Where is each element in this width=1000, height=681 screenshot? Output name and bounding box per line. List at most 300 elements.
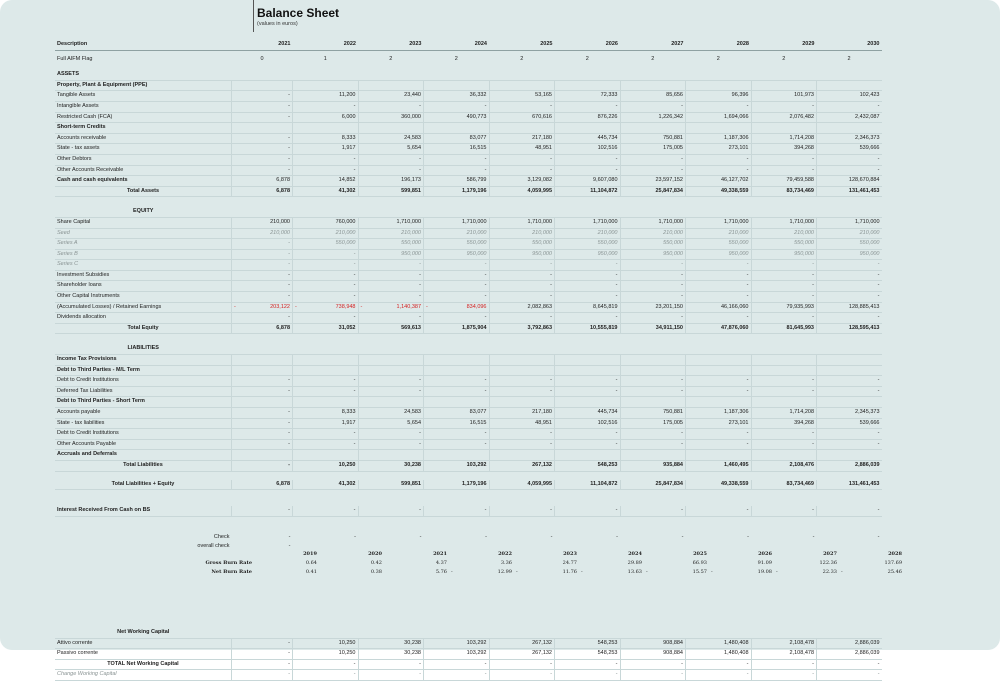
row-label[interactable]: Total Liabilities + Equity xyxy=(55,480,232,490)
burn-value[interactable] xyxy=(254,568,319,577)
cell-value[interactable] xyxy=(620,123,686,134)
cell-value[interactable] xyxy=(232,628,293,638)
cell-value[interactable]: 14,852 xyxy=(293,176,359,187)
cell-value[interactable]: 83,734,469 xyxy=(751,186,817,197)
row-label[interactable]: Series C xyxy=(55,260,232,271)
cell-value[interactable]: 10,555,819 xyxy=(555,323,621,334)
cell-value[interactable] xyxy=(232,365,293,376)
cell-value[interactable]: - xyxy=(358,659,424,670)
cell-value[interactable]: 1,710,000 xyxy=(424,217,490,228)
cell-value[interactable]: 10,250 xyxy=(293,460,359,471)
cell-value[interactable]: 2,108,478 xyxy=(751,638,817,649)
cell-value[interactable]: 217,180 xyxy=(489,133,555,144)
cell-value[interactable]: 102,423 xyxy=(817,91,882,102)
row-label[interactable]: Investment Subsidies xyxy=(55,270,232,281)
cell-value[interactable]: 750,881 xyxy=(620,408,686,419)
cell-value[interactable]: 102,516 xyxy=(555,144,621,155)
cell-value[interactable]: - xyxy=(358,281,424,292)
cell-value[interactable]: - xyxy=(620,506,686,516)
cell-value[interactable]: 548,253 xyxy=(555,638,621,649)
cell-value[interactable]: - xyxy=(620,165,686,176)
cell-value[interactable] xyxy=(489,70,555,80)
cell-value[interactable]: 1,710,000 xyxy=(555,217,621,228)
cell-value[interactable]: 83,077 xyxy=(424,133,490,144)
cell-value[interactable]: 548,253 xyxy=(555,460,621,471)
cell-value[interactable]: 908,884 xyxy=(620,649,686,660)
cell-value[interactable]: - xyxy=(620,659,686,670)
cell-value[interactable]: - xyxy=(751,154,817,165)
cell-value[interactable]: 569,613 xyxy=(358,323,424,334)
row-label[interactable]: Check xyxy=(213,533,230,540)
burn-value[interactable] xyxy=(839,568,904,577)
cell-value[interactable]: - xyxy=(489,101,555,112)
cell-value[interactable]: - xyxy=(232,112,293,123)
cell-value[interactable]: 103,292 xyxy=(424,649,490,660)
column-header-year[interactable]: 2028 xyxy=(686,40,752,50)
cell-value[interactable]: 103,292 xyxy=(424,638,490,649)
cell-value[interactable]: 950,000 xyxy=(358,249,424,260)
cell-value[interactable]: - xyxy=(232,313,293,324)
cell-value[interactable] xyxy=(620,450,686,461)
cell-value[interactable] xyxy=(358,365,424,376)
cell-value[interactable]: 11,104,872 xyxy=(555,186,621,197)
cell-value[interactable]: 175,005 xyxy=(620,418,686,429)
cell-value[interactable] xyxy=(817,397,882,408)
cell-value[interactable]: - xyxy=(424,270,490,281)
cell-value[interactable]: 950,000 xyxy=(686,249,752,260)
cell-value[interactable] xyxy=(489,450,555,461)
cell-value[interactable]: - xyxy=(232,133,293,144)
cell-value[interactable] xyxy=(620,355,686,366)
cell-value[interactable]: 1,710,000 xyxy=(686,217,752,228)
cell-value[interactable]: - xyxy=(751,101,817,112)
cell-value[interactable]: - xyxy=(293,670,359,681)
cell-value[interactable]: 4,059,995 xyxy=(489,480,555,490)
cell-value[interactable]: - xyxy=(293,165,359,176)
row-label[interactable]: Dividends allocation xyxy=(55,313,232,324)
cell-value[interactable]: - xyxy=(358,670,424,681)
cell-value[interactable]: - xyxy=(620,439,686,450)
cell-value[interactable]: 210,000 xyxy=(489,228,555,239)
cell-value[interactable]: 53,165 xyxy=(489,91,555,102)
cell-value[interactable]: - xyxy=(686,376,752,387)
burn-value[interactable] xyxy=(774,568,839,577)
row-label[interactable]: ASSETS xyxy=(55,70,232,80)
cell-value[interactable]: 539,666 xyxy=(817,144,882,155)
burn-value[interactable] xyxy=(319,568,384,577)
cell-value[interactable]: - xyxy=(293,439,359,450)
cell-value[interactable]: - xyxy=(424,165,490,176)
cell-value[interactable] xyxy=(424,80,490,91)
row-label[interactable]: Accruals and Deferrals xyxy=(55,450,232,461)
row-label[interactable]: State - tax liabilities xyxy=(55,418,232,429)
cell-value[interactable]: 950,000 xyxy=(620,249,686,260)
cell-value[interactable] xyxy=(424,365,490,376)
cell-value[interactable]: - xyxy=(817,270,882,281)
row-label[interactable]: Share Capital xyxy=(55,217,232,228)
row-label[interactable]: Seed xyxy=(55,228,232,239)
column-header-year[interactable]: 2022 xyxy=(293,40,359,50)
cell-value[interactable]: 175,005 xyxy=(620,144,686,155)
cell-value[interactable] xyxy=(293,355,359,366)
cell-value[interactable]: - xyxy=(620,270,686,281)
cell-value[interactable] xyxy=(489,397,555,408)
cell-value[interactable]: 1,710,000 xyxy=(489,217,555,228)
column-header-year[interactable]: 2030 xyxy=(817,40,882,50)
cell-value[interactable]: - xyxy=(489,260,555,271)
cell-value[interactable]: 2,886,039 xyxy=(817,649,882,660)
cell-value[interactable] xyxy=(686,397,752,408)
cell-value[interactable]: 85,656 xyxy=(620,91,686,102)
cell-value[interactable]: 2,432,087 xyxy=(817,112,882,123)
cell-value[interactable]: 103,292 xyxy=(424,460,490,471)
cell-value[interactable]: - xyxy=(620,313,686,324)
cell-value[interactable] xyxy=(620,397,686,408)
cell-value[interactable]: - xyxy=(489,292,555,303)
cell-value[interactable]: - xyxy=(817,659,882,670)
cell-value[interactable]: 360,000 xyxy=(358,112,424,123)
cell-value[interactable]: 3,792,863 xyxy=(489,323,555,334)
cell-value[interactable]: 49,338,559 xyxy=(686,480,752,490)
cell-value[interactable]: - xyxy=(681,533,684,540)
cell-value[interactable]: 48,951 xyxy=(489,144,555,155)
cell-value[interactable]: 0 xyxy=(260,55,264,62)
cell-value[interactable]: - xyxy=(555,154,621,165)
cell-value[interactable]: 16,515 xyxy=(424,418,490,429)
cell-value[interactable]: - xyxy=(620,260,686,271)
column-header-year[interactable]: 2024 xyxy=(424,40,490,50)
row-label[interactable]: (Accumulated Losses) / Retained Earnings xyxy=(55,302,232,313)
cell-value[interactable]: 3,129,082 xyxy=(489,176,555,187)
cell-value[interactable]: 46,127,702 xyxy=(686,176,752,187)
cell-value[interactable]: - xyxy=(424,292,490,303)
cell-value[interactable] xyxy=(232,344,293,354)
cell-value[interactable]: - xyxy=(817,281,882,292)
cell-value[interactable]: 210,000 xyxy=(751,228,817,239)
cell-value[interactable]: - xyxy=(293,101,359,112)
cell-value[interactable]: - xyxy=(751,281,817,292)
cell-value[interactable] xyxy=(751,397,817,408)
cell-value[interactable]: 1,480,408 xyxy=(686,649,752,660)
cell-value[interactable]: - xyxy=(485,533,487,540)
cell-value[interactable]: - xyxy=(751,376,817,387)
cell-value[interactable]: - xyxy=(686,292,752,303)
cell-value[interactable] xyxy=(489,628,555,638)
row-label[interactable]: Debt to Credit Institutions xyxy=(55,376,232,387)
cell-value[interactable]: 1,179,196 xyxy=(424,186,490,197)
cell-value[interactable] xyxy=(555,123,621,134)
cell-value[interactable]: 210,000 xyxy=(686,228,752,239)
cell-value[interactable]: 1,710,000 xyxy=(620,217,686,228)
cell-value[interactable]: - xyxy=(232,101,293,112)
cell-value[interactable] xyxy=(489,344,555,354)
cell-value[interactable]: - xyxy=(424,429,490,440)
burn-value[interactable] xyxy=(839,559,904,568)
cell-value[interactable] xyxy=(620,70,686,80)
cell-value[interactable]: 586,799 xyxy=(424,176,490,187)
cell-value[interactable]: - xyxy=(686,429,752,440)
cell-value[interactable] xyxy=(424,70,490,80)
cell-value[interactable]: - xyxy=(358,439,424,450)
cell-value[interactable]: 30,238 xyxy=(358,638,424,649)
burn-value[interactable] xyxy=(514,559,579,568)
cell-value[interactable]: - xyxy=(555,670,621,681)
cell-value[interactable]: 1,480,408 xyxy=(686,638,752,649)
cell-value[interactable]: 1,714,208 xyxy=(751,133,817,144)
cell-value[interactable] xyxy=(686,123,752,134)
cell-value[interactable]: 196,173 xyxy=(358,176,424,187)
cell-value[interactable]: - xyxy=(620,376,686,387)
row-label[interactable]: Short-term Credits xyxy=(55,123,232,134)
cell-value[interactable]: 394,268 xyxy=(751,418,817,429)
cell-value[interactable]: - xyxy=(817,439,882,450)
cell-value[interactable]: - xyxy=(555,386,621,397)
cell-value[interactable]: 445,734 xyxy=(555,408,621,419)
row-label[interactable]: Interest Received From Cash on BS xyxy=(55,506,232,516)
cell-value[interactable]: - xyxy=(555,659,621,670)
cell-value[interactable]: - xyxy=(232,249,293,260)
cell-value[interactable]: 48,951 xyxy=(489,418,555,429)
cell-value[interactable]: - xyxy=(293,659,359,670)
cell-value[interactable]: 5,654 xyxy=(358,418,424,429)
cell-value[interactable]: - xyxy=(293,429,359,440)
cell-value[interactable]: - xyxy=(489,670,555,681)
row-label[interactable]: Shareholder loans xyxy=(55,281,232,292)
cell-value[interactable]: - xyxy=(817,154,882,165)
cell-value[interactable]: 1,917 xyxy=(293,418,359,429)
cell-value[interactable]: - xyxy=(232,670,293,681)
cell-value[interactable]: 273,101 xyxy=(686,144,752,155)
column-header-year[interactable]: 2025 xyxy=(489,40,555,50)
cell-value[interactable]: 1,917 xyxy=(293,144,359,155)
cell-value[interactable]: 8,333 xyxy=(293,408,359,419)
cell-value[interactable]: - xyxy=(751,659,817,670)
cell-value[interactable]: 950,000 xyxy=(751,249,817,260)
cell-value[interactable]: - xyxy=(747,533,749,540)
cell-value[interactable]: - xyxy=(555,101,621,112)
cell-value[interactable] xyxy=(686,70,752,80)
cell-value[interactable]: 131,461,453 xyxy=(817,480,882,490)
cell-value[interactable] xyxy=(424,207,490,217)
cell-value[interactable]: - xyxy=(555,313,621,324)
cell-value[interactable] xyxy=(489,80,555,91)
cell-value[interactable]: - xyxy=(686,386,752,397)
cell-value[interactable]: 550,000 xyxy=(489,239,555,250)
cell-value[interactable]: - xyxy=(555,165,621,176)
cell-value[interactable]: 550,000 xyxy=(686,239,752,250)
cell-value[interactable]: 2 xyxy=(782,55,786,62)
cell-value[interactable]: 6,878 xyxy=(232,323,293,334)
cell-value[interactable]: - xyxy=(358,313,424,324)
row-label[interactable]: Full AIFM Flag xyxy=(57,55,93,62)
row-label[interactable]: overall check xyxy=(197,543,230,550)
cell-value[interactable]: - xyxy=(489,659,555,670)
burn-value[interactable] xyxy=(644,568,709,577)
cell-value[interactable]: 394,268 xyxy=(751,144,817,155)
cell-value[interactable] xyxy=(424,450,490,461)
cell-value[interactable]: - xyxy=(686,506,752,516)
cell-value[interactable]: 1,187,306 xyxy=(686,408,752,419)
cell-value[interactable]: 6,000 xyxy=(293,112,359,123)
cell-value[interactable]: 490,773 xyxy=(424,112,490,123)
column-header-description[interactable]: Description xyxy=(55,40,232,50)
cell-value[interactable] xyxy=(751,123,817,134)
burn-value[interactable] xyxy=(579,568,644,577)
cell-value[interactable]: 23,597,152 xyxy=(620,176,686,187)
cell-value[interactable] xyxy=(620,365,686,376)
cell-value[interactable]: 41,302 xyxy=(293,186,359,197)
cell-value[interactable]: 81,645,993 xyxy=(751,323,817,334)
cell-value[interactable]: - xyxy=(232,91,293,102)
cell-value[interactable] xyxy=(555,397,621,408)
burn-value[interactable] xyxy=(384,568,449,577)
cell-value[interactable]: - xyxy=(424,386,490,397)
cell-value[interactable] xyxy=(686,80,752,91)
cell-value[interactable]: 2 xyxy=(454,55,458,62)
cell-value[interactable]: 11,104,872 xyxy=(555,480,621,490)
cell-value[interactable]: - xyxy=(232,154,293,165)
cell-value[interactable]: - xyxy=(358,101,424,112)
cell-value[interactable]: - xyxy=(288,533,291,540)
cell-value[interactable]: - xyxy=(358,165,424,176)
cell-value[interactable]: - xyxy=(620,101,686,112)
cell-value[interactable]: 72,333 xyxy=(555,91,621,102)
cell-value[interactable]: 273,101 xyxy=(686,418,752,429)
cell-value[interactable]: 9,607,080 xyxy=(555,176,621,187)
cell-value[interactable] xyxy=(620,207,686,217)
cell-value[interactable]: - xyxy=(817,260,882,271)
cell-value[interactable] xyxy=(424,123,490,134)
cell-value[interactable]: - xyxy=(751,506,817,516)
row-label[interactable]: Series B xyxy=(55,249,232,260)
cell-value[interactable]: - xyxy=(555,429,621,440)
cell-value[interactable]: - xyxy=(555,439,621,450)
cell-value[interactable] xyxy=(358,123,424,134)
cell-value[interactable]: - xyxy=(424,154,490,165)
burn-value[interactable] xyxy=(254,559,319,568)
cell-value[interactable] xyxy=(817,628,882,638)
cell-value[interactable] xyxy=(555,80,621,91)
cell-value[interactable]: - xyxy=(686,260,752,271)
cell-value[interactable] xyxy=(489,302,555,313)
row-label[interactable]: LIABILITIES xyxy=(55,344,232,354)
cell-value[interactable]: 1,460,495 xyxy=(686,460,752,471)
cell-value[interactable] xyxy=(489,123,555,134)
cell-value[interactable]: - xyxy=(358,386,424,397)
cell-value[interactable]: 908,884 xyxy=(620,638,686,649)
burn-value[interactable] xyxy=(319,559,384,568)
cell-value[interactable] xyxy=(293,344,359,354)
cell-value[interactable] xyxy=(686,302,752,313)
cell-value[interactable]: 1,710,000 xyxy=(358,217,424,228)
cell-value[interactable]: - xyxy=(232,292,293,303)
cell-value[interactable] xyxy=(620,80,686,91)
cell-value[interactable]: - xyxy=(555,292,621,303)
cell-value[interactable]: 2 xyxy=(716,55,720,62)
row-label[interactable]: Total Assets xyxy=(55,186,232,197)
row-label[interactable]: Intangible Assets xyxy=(55,101,232,112)
cell-value[interactable] xyxy=(555,344,621,354)
cell-value[interactable]: 25,847,834 xyxy=(620,186,686,197)
cell-value[interactable]: - xyxy=(817,292,882,303)
cell-value[interactable] xyxy=(751,302,817,313)
cell-value[interactable]: - xyxy=(424,376,490,387)
cell-value[interactable]: 1,187,306 xyxy=(686,133,752,144)
cell-value[interactable]: - xyxy=(232,386,293,397)
cell-value[interactable] xyxy=(232,397,293,408)
cell-value[interactable]: 96,396 xyxy=(686,91,752,102)
cell-value[interactable]: 539,666 xyxy=(817,418,882,429)
cell-value[interactable]: 128,595,413 xyxy=(817,323,882,334)
cell-value[interactable] xyxy=(358,80,424,91)
cell-value[interactable]: - xyxy=(424,313,490,324)
cell-value[interactable]: - xyxy=(555,260,621,271)
cell-value[interactable]: 24,583 xyxy=(358,408,424,419)
cell-value[interactable]: 6,878 xyxy=(232,480,293,490)
cell-value[interactable]: 267,132 xyxy=(489,460,555,471)
cell-value[interactable]: - xyxy=(555,281,621,292)
cell-value[interactable]: 2,108,478 xyxy=(751,649,817,660)
cell-value[interactable]: 2,346,373 xyxy=(817,133,882,144)
cell-value[interactable] xyxy=(424,355,490,366)
cell-value[interactable] xyxy=(358,344,424,354)
cell-value[interactable]: 950,000 xyxy=(489,249,555,260)
cell-value[interactable]: - xyxy=(550,533,553,540)
cell-value[interactable]: - xyxy=(293,376,359,387)
cell-value[interactable] xyxy=(489,207,555,217)
cell-value[interactable] xyxy=(817,344,882,354)
cell-value[interactable] xyxy=(751,365,817,376)
cell-value[interactable]: - xyxy=(620,154,686,165)
cell-value[interactable]: 550,000 xyxy=(817,239,882,250)
row-label[interactable]: Total Equity xyxy=(55,323,232,334)
cell-value[interactable]: 2 xyxy=(389,55,393,62)
cell-value[interactable]: - xyxy=(232,270,293,281)
cell-value[interactable]: 2,886,039 xyxy=(817,460,882,471)
cell-value[interactable]: - xyxy=(489,313,555,324)
cell-value[interactable]: - xyxy=(293,270,359,281)
cell-value[interactable] xyxy=(817,70,882,80)
cell-value[interactable]: 2 xyxy=(651,55,655,62)
row-label[interactable]: EQUITY xyxy=(55,207,232,217)
row-label[interactable]: Debt to Third Parties - M/L Term xyxy=(55,365,232,376)
cell-value[interactable]: 950,000 xyxy=(817,249,882,260)
cell-value[interactable]: 210,000 xyxy=(232,217,293,228)
cell-value[interactable]: - xyxy=(620,386,686,397)
cell-value[interactable]: - xyxy=(424,281,490,292)
cell-value[interactable]: 548,253 xyxy=(555,649,621,660)
cell-value[interactable]: 47,876,060 xyxy=(686,323,752,334)
cell-value[interactable]: - xyxy=(424,260,490,271)
cell-value[interactable]: - xyxy=(358,376,424,387)
row-label[interactable]: Property, Plant & Equipment (PPE) xyxy=(55,80,232,91)
cell-value[interactable]: 49,338,559 xyxy=(686,186,752,197)
cell-value[interactable]: 1,714,208 xyxy=(751,408,817,419)
cell-value[interactable] xyxy=(555,628,621,638)
cell-value[interactable]: - xyxy=(293,313,359,324)
cell-value[interactable]: - xyxy=(424,659,490,670)
burn-value[interactable] xyxy=(709,559,774,568)
cell-value[interactable] xyxy=(555,365,621,376)
cell-value[interactable]: - xyxy=(293,506,359,516)
cell-value[interactable]: - xyxy=(817,376,882,387)
cell-value[interactable] xyxy=(293,207,359,217)
cell-value[interactable] xyxy=(232,123,293,134)
burn-value[interactable] xyxy=(579,559,644,568)
cell-value[interactable] xyxy=(555,70,621,80)
cell-value[interactable]: - xyxy=(817,386,882,397)
cell-value[interactable]: 210,000 xyxy=(358,228,424,239)
